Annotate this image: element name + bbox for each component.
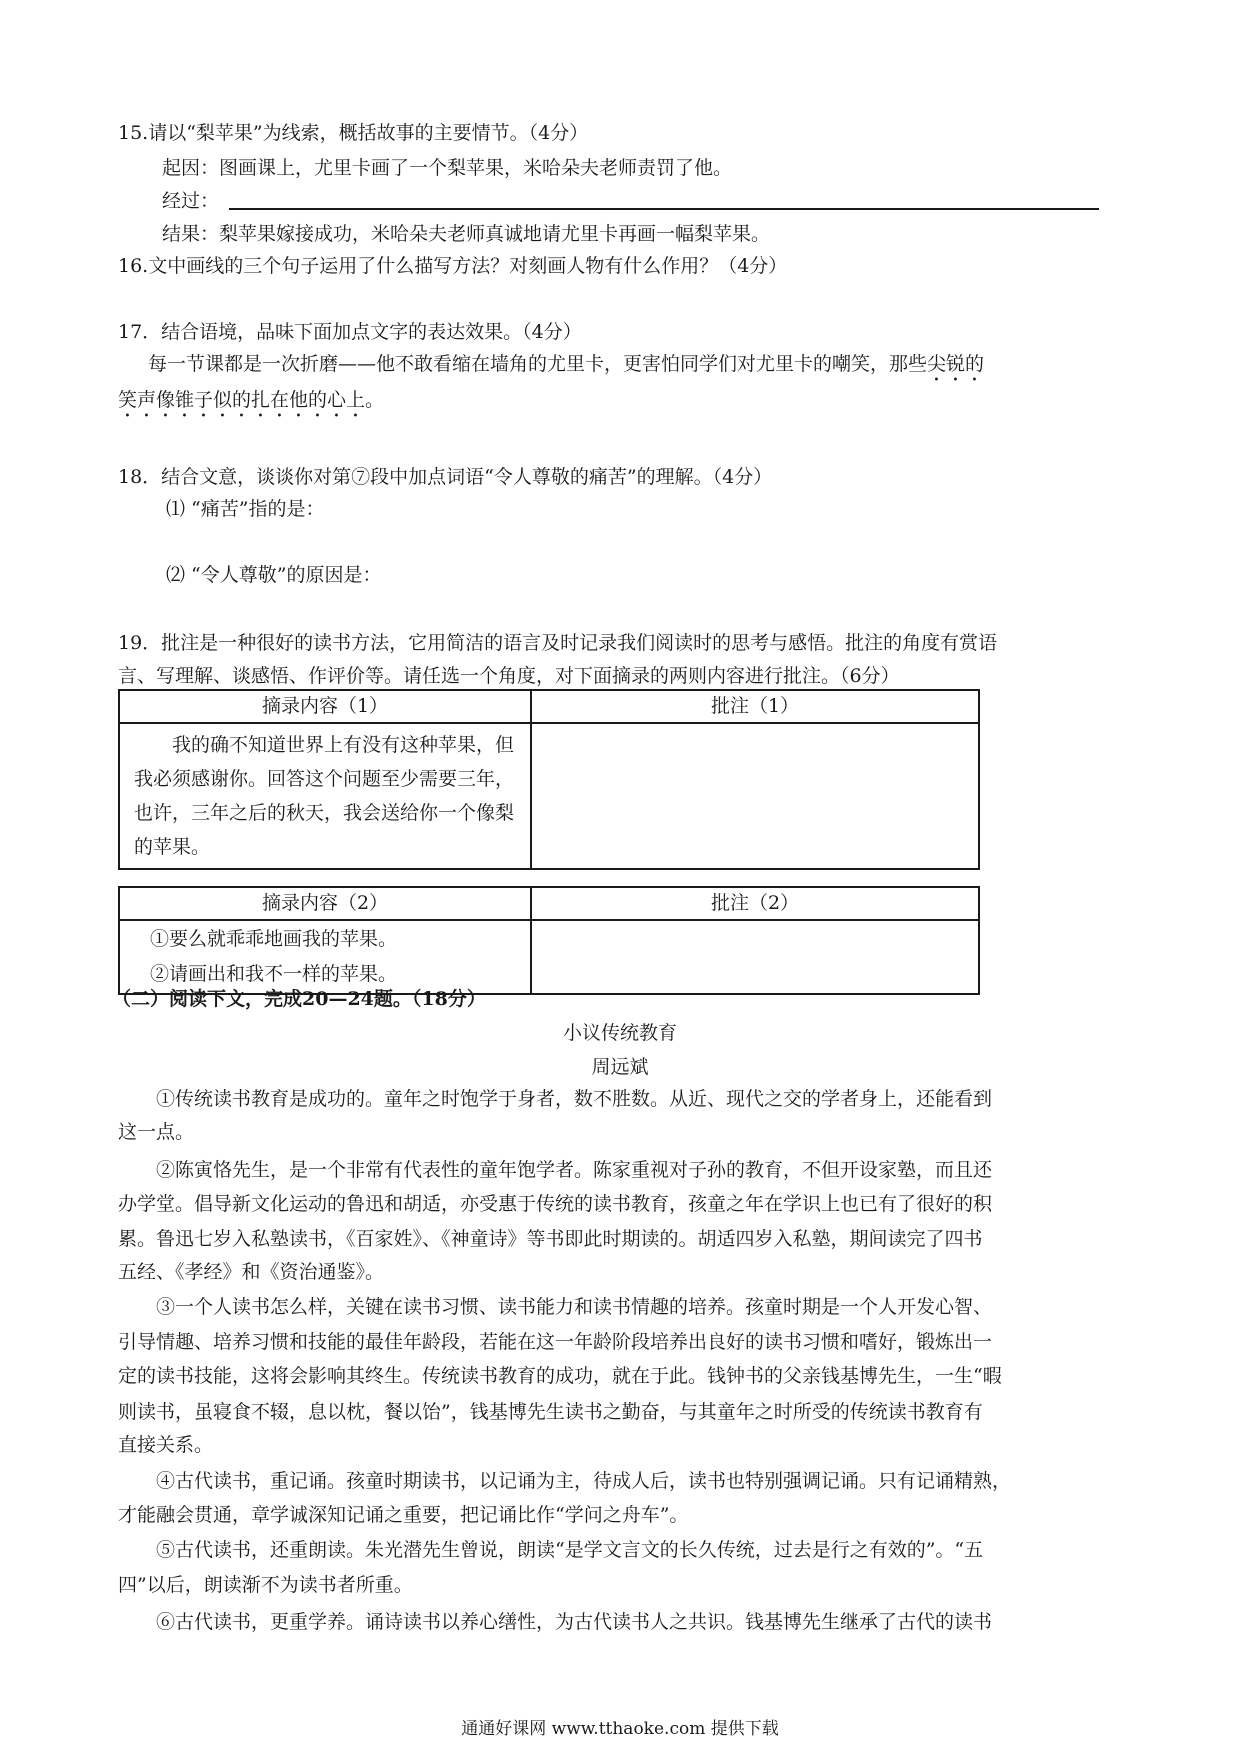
q19-stem-line1: 19．批注是一种很好的读书方法，它用简洁的语言及时记录我们阅读时的思考与感悟。批注的角度有赏语 (118, 632, 998, 654)
article-line: 引导情趣、培养习惯和技能的最佳年龄段，若能在这一年龄阶段培养出良好的读书习惯和嗜好，锻炼出一 (118, 1331, 993, 1353)
table1-annotation-cell[interactable] (531, 723, 979, 869)
article-line: ⑥古代读书，更重学养。诵诗读书以养心缮性，为古代读书人之共识。钱基博先生继承了古代的读书 (118, 1611, 993, 1633)
article-line: ②陈寅恪先生，是一个非常有代表性的童年饱学者。陈家重视对子孙的教育，不但开设家塾，而且还 (118, 1159, 993, 1181)
q17-passage-text: 每一节课都是一次折磨——他不敢看缩在墙角的尤里卡，更害怕同学们对尤里卡的嘲笑，那些 (148, 353, 928, 375)
table2-head-right: 批注（2） (531, 887, 979, 920)
section2-heading: （二）阅读下文，完成20—24题。（18分） (112, 988, 486, 1010)
article-line: 则读书，虽寝食不辍，息以枕，餐以饴”，钱基博先生读书之勤奋，与其童年之时所受的传统读书教育有 (118, 1401, 983, 1423)
q15-answer-line (229, 208, 1099, 210)
table1-content-cell (119, 723, 531, 869)
q18-part1: ⑴ “痛苦”指的是： (166, 498, 325, 520)
q15-cause: 起因：图画课上，尤里卡画了一个梨苹果，米哈朵夫老师责罚了他。 (162, 157, 733, 179)
article-title: 小议传统教育 (562, 1022, 677, 1044)
q18-stem: 18．结合文意，谈谈你对第⑦段中加点词语“令人尊敬的痛苦”的理解。（4分） (118, 466, 773, 488)
q17-passage-line1 (148, 352, 984, 386)
q17-dotted-text: 尖锐的 (927, 353, 985, 375)
article-line: 累。鲁迅七岁入私塾读书，《百家姓》、《神童诗》等书即此时期读的。胡适四岁入私塾，期间读完了四书 (118, 1228, 983, 1250)
q17-dotted-text-2: 笑声像锥子似的扎在他的心上 (118, 389, 366, 411)
q15-result: 结果：梨苹果嫁接成功，米哈朵夫老师真诚地请尤里卡再画一幅梨苹果。 (162, 223, 771, 245)
q16-stem: 16.文中画线的三个句子运用了什么描写方法？对刻画人物有什么作用？（4分） (118, 255, 788, 277)
q17-stem: 17．结合语境，品味下面加点文字的表达效果。（4分） (118, 321, 582, 343)
excerpt-table-2 (118, 886, 980, 995)
article-line: 定的读书技能，这将会影响其终生。传统读书教育的成功，就在于此。钱钟书的父亲钱基博先生，一生“暇 (118, 1365, 1002, 1387)
article-line: 这一点。 (118, 1121, 195, 1143)
article-line: ④古代读书，重记诵。孩童时期读书，以记诵为主，待成人后，读书也特别强调记诵。只有记诵精熟， (118, 1470, 1012, 1492)
table1-head-left: 摘录内容（1） (119, 690, 531, 723)
article-line: 办学堂。倡导新文化运动的鲁迅和胡适，亦受惠于传统的读书教育，孩童之年在学识上也已有了很好的积 (118, 1193, 993, 1215)
footer-credit: 通通好课网 www.tthaoke.com 提供下载 (461, 1719, 779, 1739)
table2-annotation-cell[interactable] (531, 920, 979, 994)
article-line: ①传统读书教育是成功的。童年之时饱学于身者，数不胜数。从近、现代之交的学者身上，还能看到 (118, 1088, 993, 1110)
table2-item2: ②请画出和我不一样的苹果。 (150, 963, 398, 985)
q17-passage-line2 (118, 388, 384, 422)
excerpt-table-1 (118, 689, 980, 870)
q15-stem: 15.请以“梨苹果”为线索，概括故事的主要情节。（4分） (118, 122, 589, 144)
table2-item1: ①要么就乖乖地画我的苹果。 (150, 928, 398, 950)
q15-process-label: 经过： (162, 190, 220, 212)
article-line: 才能融会贯通，章学诚深知记诵之重要，把记诵比作“学问之舟车”。 (118, 1504, 689, 1526)
q18-part2: ⑵ “令人尊敬”的原因是： (166, 564, 382, 586)
q19-stem-line2: 言、写理解、谈感悟、作评价等。请任选一个角度，对下面摘录的两则内容进行批注。（6分） (118, 665, 900, 687)
table1-content: 我的确不知道世界上有没有这种苹果，但我必须感谢你。回答这个问题至少需要三年，也许，三年之后的秋天，我会送给你一个像梨的苹果。 (134, 734, 515, 858)
table2-head-left: 摘录内容（2） (119, 887, 531, 920)
article-line: 五经、《孝经》和《资治通鉴》。 (118, 1261, 385, 1283)
article-line: 直接关系。 (118, 1434, 214, 1456)
article-line: 四”以后，朗读渐不为读书者所重。 (118, 1574, 413, 1596)
q17-passage-end: 。 (365, 389, 385, 411)
article-line: ③一个人读书怎么样，关键在读书习惯、读书能力和读书情趣的培养。孩童时期是一个人开发心智、 (118, 1296, 993, 1318)
article-line: ⑤古代读书，还重朗读。朱光潜先生曾说，朗读“是学文言文的长久传统，过去是行之有效的”。“五 (118, 1539, 984, 1561)
article-author: 周远斌 (591, 1056, 649, 1078)
table2-content-cell (119, 920, 531, 994)
table1-head-right: 批注（1） (531, 690, 979, 723)
